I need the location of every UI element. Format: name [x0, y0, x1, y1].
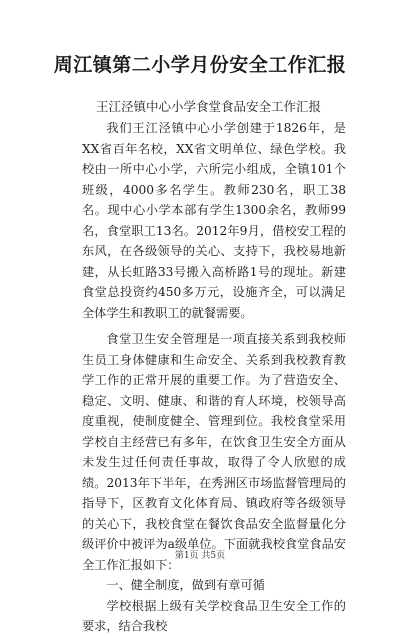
paragraph-safety-management: 食堂卫生安全管理是一项直接关系到我校师生员工身体健康和生命安全、关系到我校教育教学工作的正常开展的重要工作。为了营造安全、稳定、文明、健康、和谐的育人环境，校领导高度重视，使制度健全、管理到位。我校食堂采用学校自主经营已有多年，在饮食卫生安全方面从未发生过任何责任事故，取得了令人欣慰的成绩。2013年下半年，在秀洲区市场监督管理局的指导下，区教育文化体育局、镇政府等各级领导的关心下，我校食堂在餐饮食品安全监督量化分级评价中被评为a级单位。下面就我校食堂食品安全工作汇报如下： — [82, 332, 346, 572]
paragraph-intro: 我们王江泾镇中心小学创建于1826年，是XX省百年名校，XX省文明单位、绿色学校。我校由一所中心小学，六所完小组成，全镇101个班级，4000多名学生。教师230名，职工38名。现中心小学本部有学生1300余名，教师99名，食堂职工13名。2012年9月，借校安工程的东风，在各级领导的关心、支持下，我校易地新建，从长虹路33号搬入高桥路1号的现址。新建食堂总投资约450多万元，设施齐全，可以满足全体学生和教职工的就餐需要。 — [82, 121, 346, 320]
document-subtitle: 王江泾镇中心小学食堂食品安全工作汇报 — [96, 99, 322, 114]
document-title: 周江镇第二小学月份安全工作汇报 — [53, 54, 347, 76]
paragraph-continued: 学校根据上级有关学校食品卫生安全工作的要求，结合我校 — [82, 598, 346, 633]
section-heading: 一、健全制度，做到有章可循 — [106, 578, 265, 592]
page-footer: 第1页 共5页 — [174, 551, 226, 561]
